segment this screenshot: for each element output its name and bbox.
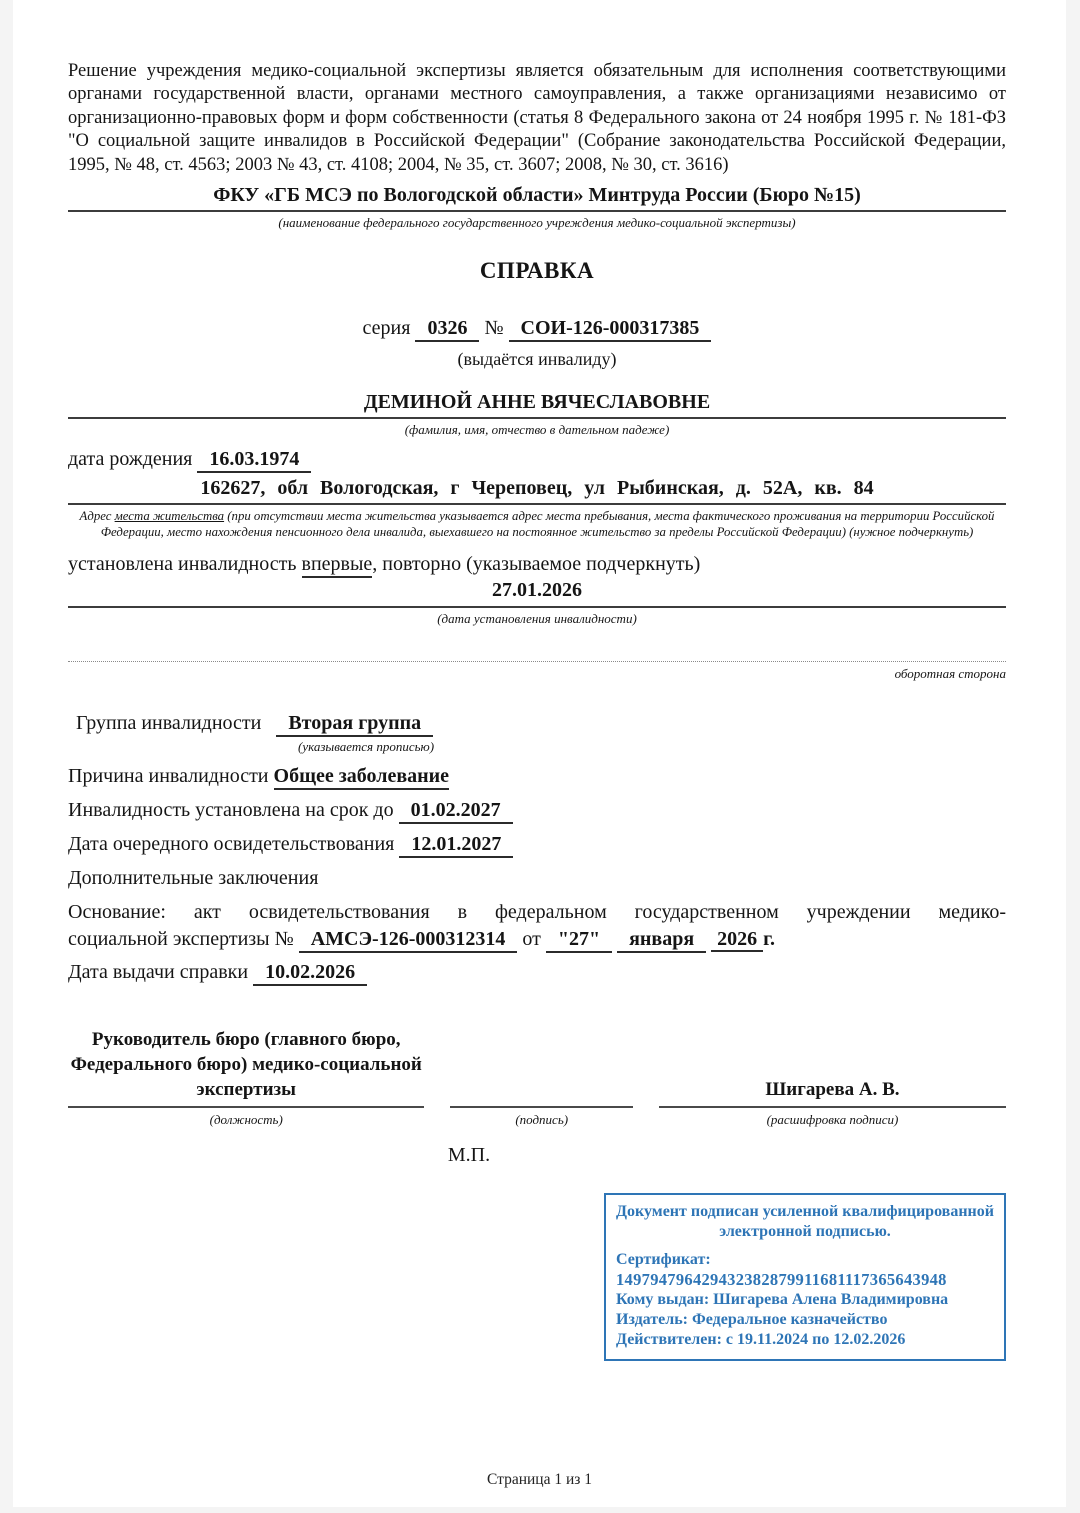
established-first-time: впервые [302, 553, 373, 578]
esign-header: Документ подписан усиленной квалифицированной электронной подписью. [616, 1203, 994, 1241]
esign-validity: Действителен: с 19.11.2024 по 12.02.2026 [616, 1331, 906, 1349]
next-exam-value: 12.01.2027 [399, 833, 513, 858]
signature-block [68, 1027, 1006, 1128]
address-note-rest: (при отсутствии места жительства указывается адрес места пребывания, места фактического проживания на территории Российской Федерации, место нахождения пенсионного дела инвалида, выехавшего на постоянное жительство за пределы Российской Федерации) (нужное подчеркнуть) [100, 509, 995, 540]
signature-sign-line [450, 1077, 633, 1108]
disability-term-row [68, 797, 1006, 823]
disability-cause-row [68, 763, 1006, 789]
basis-year: 2026 [711, 928, 763, 952]
certificate-sheet [13, 0, 1066, 1507]
basis-year-suffix: г. [763, 928, 775, 951]
group-label: Группа инвалидности [76, 712, 262, 735]
established-prefix: установлена инвалидность [68, 553, 297, 576]
group-value: Вторая группа [276, 712, 433, 737]
disability-group-row [68, 712, 1006, 735]
group-caption: (указывается прописью) [298, 739, 435, 755]
established-date-caption: (дата установления инвалидности) [437, 611, 637, 627]
issued-to-caption: (выдаётся инвалиду) [457, 349, 617, 370]
person-fio-caption: (фамилия, имя, отчество в дательном падеже) [404, 422, 670, 438]
signature-sign-caption: (подпись) [515, 1112, 569, 1128]
series-number-row [68, 317, 1006, 340]
birth-date-value: 16.03.1974 [197, 448, 311, 473]
esign-cert-value: 149794796429432382879911681117365643948 [616, 1270, 947, 1290]
address-value: 162627, обл Вологодская, г Череповец, ул Рыбинская, д. 52А, кв. 84 [68, 477, 1006, 505]
address-note-prefix: Адрес [79, 509, 112, 524]
stamp-place-mark: М.П. [447, 1144, 491, 1167]
term-value: 01.02.2027 [399, 799, 513, 824]
number-sign: № [484, 317, 504, 340]
series-label: серия [362, 317, 411, 340]
issue-date-row [68, 959, 1006, 985]
esign-issued-to: Кому выдан: Шигарева Алена Владимировна [616, 1291, 949, 1309]
institution-name: ФКУ «ГБ МСЭ по Вологодской области» Минтруда России (Бюро №15) [68, 184, 1006, 212]
esign-details [616, 1250, 994, 1350]
signature-name-caption: (расшифровка подписи) [766, 1112, 899, 1128]
signature-name-column [659, 1077, 1006, 1128]
basis-line2-prefix: социальной экспертизы № [68, 928, 294, 951]
basis-act-number: АМСЭ-126-000312314 [299, 928, 518, 953]
issue-date-label: Дата выдачи справки [68, 961, 249, 984]
cause-value: Общее заболевание [274, 765, 450, 790]
page-side-separator [68, 661, 1006, 662]
institution-name-caption: (наименование федерального государственного учреждения медико-социальной экспертизы) [278, 215, 796, 231]
person-fio: ДЕМИНОЙ АННЕ ВЯЧЕСЛАВОВНЕ [68, 391, 1006, 419]
signature-name-value: Шигарева А. В. [659, 1077, 1006, 1108]
basis-line-2 [68, 928, 1006, 951]
page-number-footer: Страница 1 из 1 [486, 1471, 593, 1488]
issue-date-value: 10.02.2026 [253, 961, 367, 986]
established-date-value: 27.01.2026 [68, 579, 1006, 608]
basis-from-word: от [522, 928, 541, 951]
next-exam-label: Дата очередного освидетельствования [68, 833, 395, 856]
additional-conclusions-row: Дополнительные заключения [68, 867, 319, 890]
next-examination-row [68, 831, 1006, 857]
address-note-underlined: места жительства [114, 509, 225, 524]
electronic-signature-box [604, 1193, 1006, 1361]
esign-issuer: Издатель: Федеральное казначейство [616, 1311, 888, 1329]
address-note [68, 508, 1006, 540]
signature-sign-column [450, 1077, 633, 1128]
certificate-content [13, 0, 1066, 1361]
basis-line-1: Основание: акт освидетельствования в федеральном государственном учреждении медико- [68, 901, 1006, 924]
disability-established-row [68, 553, 1006, 576]
certificate-number: СОИ-126-000317385 [509, 317, 712, 342]
cause-label: Причина инвалидности [68, 765, 269, 788]
signature-position-column [68, 1027, 424, 1128]
birth-date-row [68, 448, 1006, 471]
basis-day: "27" [546, 928, 612, 953]
established-suffix: , повторно (указываемое подчеркнуть) [372, 553, 701, 576]
birth-date-label: дата рождения [68, 448, 193, 471]
signature-position-text: Руководитель бюро (главного бюро, Федерального бюро) медико-социальной экспертизы [68, 1027, 424, 1108]
term-label: Инвалидность установлена на срок до [68, 799, 394, 822]
legal-intro-paragraph: Решение учреждения медико-социальной экспертизы является обязательным для исполнения соответствующими органами государственной власти, органами местного самоуправления, а также организациями независимо от организационно-правовых форм и форм собственности (статья 8 Федерального закона от 24 ноября 1995 г. № 181-ФЗ "О социальной защите инвалидов в Российской Федерации" (Собрание законодательства Российской Федерации, 1995, № 48, ст. 4563; 2003 № 43, ст. 4108; 2004, № 35, ст. 3607; 2008, № 30, ст. 3616) [68, 61, 1006, 175]
reverse-side-note: оборотная сторона [894, 666, 1006, 682]
signature-position-caption: (должность) [209, 1112, 283, 1128]
series-value: 0326 [415, 317, 479, 342]
esign-cert-label: Сертификат: [616, 1251, 711, 1269]
basis-month: января [617, 928, 706, 953]
document-title: СПРАВКА [479, 258, 595, 284]
